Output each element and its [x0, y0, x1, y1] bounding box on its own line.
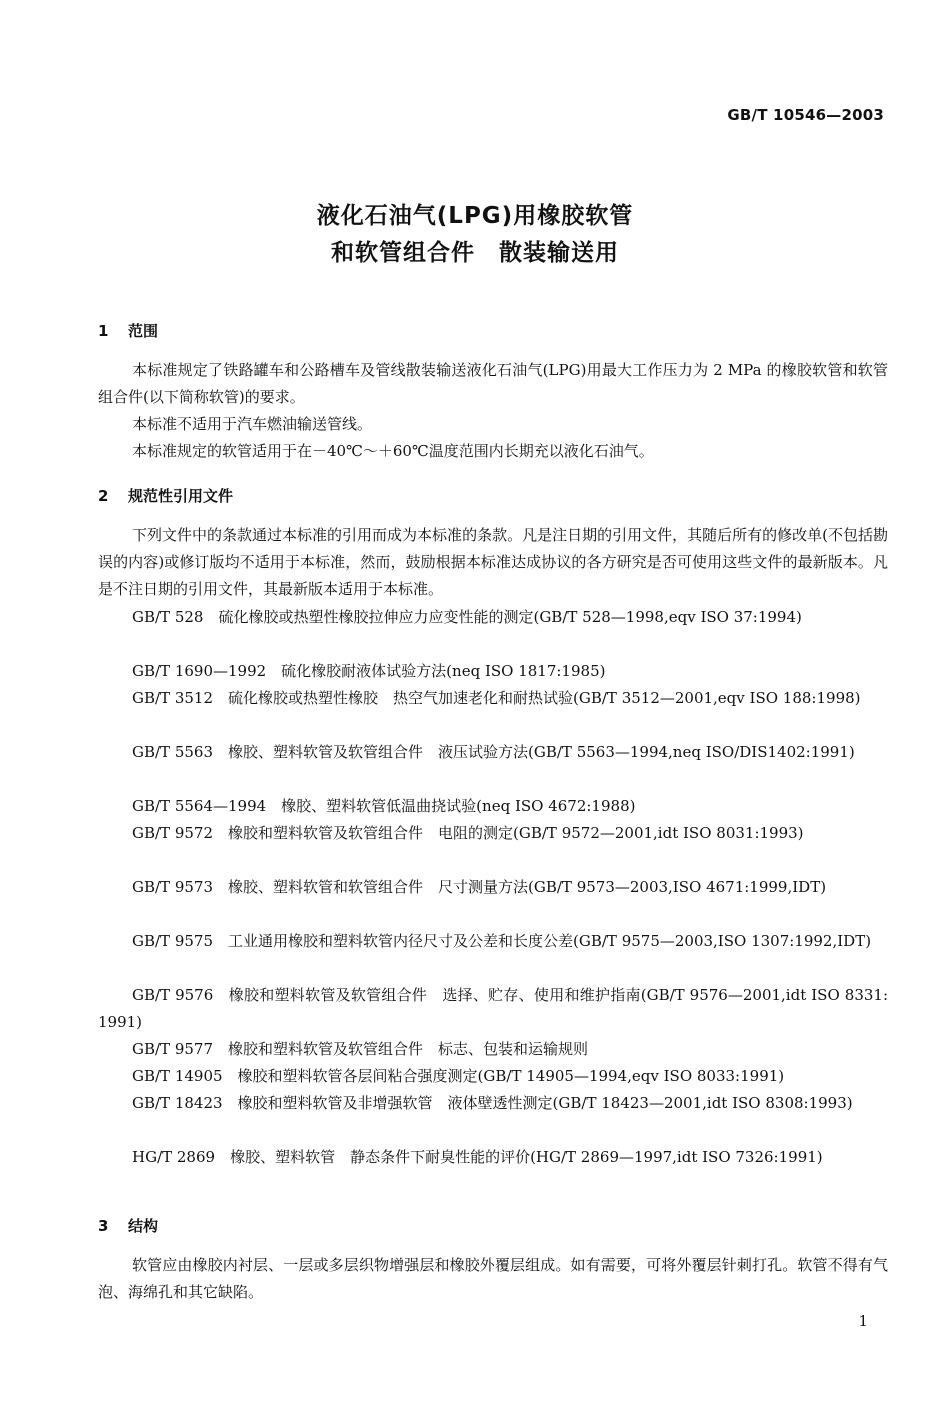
paragraph: 软管应由橡胶内衬层、一层或多层织物增强层和橡胶外覆层组成。如有需要，可将外覆层针刺打孔。软管不得有气泡、海绵孔和其它缺陷。 [98, 1256, 888, 1301]
reference-item: GB/T 9573 橡胶、塑料软管和软管组合件 尺寸测量方法(GB/T 9573—2003,ISO 4671:1999,IDT) [132, 878, 827, 896]
section-title: 范围 [128, 322, 159, 340]
reference-item: GB/T 14905 橡胶和塑料软管各层间粘合强度测定(GB/T 14905—1994,eqv ISO 8033:1991) [132, 1067, 785, 1085]
reference-item: GB/T 3512 硫化橡胶或热塑性橡胶 热空气加速老化和耐热试验(GB/T 3512—2001,eqv ISO 188:1998) [132, 689, 861, 707]
reference-item: GB/T 1690—1992 硫化橡胶耐液体试验方法(neq ISO 1817:1985) [132, 662, 606, 680]
section-title: 规范性引用文件 [128, 487, 234, 505]
document-title-line-1: 液化石油气(LPG)用橡胶软管 [316, 203, 634, 229]
reference-item: GB/T 18423 橡胶和塑料软管及非增强软管 液体壁透性测定(GB/T 18423—2001,idt ISO 8308:1993) [132, 1094, 853, 1112]
section-number: 2 [98, 487, 109, 505]
section-1-heading [98, 320, 158, 341]
reference-item: GB/T 9572 橡胶和塑料软管及软管组合件 电阻的测定(GB/T 9572—2001,idt ISO 8031:1993) [132, 824, 804, 842]
page-number: 1 [858, 1312, 868, 1330]
paragraph: 本标准规定了铁路罐车和公路槽车及管线散装输送液化石油气(LPG)用最大工作压力为 2 MPa 的橡胶软管和软管组合件(以下简称软管)的要求。 [98, 361, 888, 406]
section-3-heading [98, 1215, 158, 1236]
reference-item: GB/T 9576 橡胶和塑料软管及软管组合件 选择、贮存、使用和维护指南(GB/T 9576—2001,idt ISO 8331:1991) [98, 986, 888, 1031]
reference-item: HG/T 2869 橡胶、塑料软管 静态条件下耐臭性能的评价(HG/T 2869—1997,idt ISO 7326:1991) [132, 1148, 823, 1166]
paragraph: 下列文件中的条款通过本标准的引用而成为本标准的条款。凡是注日期的引用文件，其随后所有的修改单(不包括勘误的内容)或修订版均不适用于本标准，然而，鼓励根据本标准达成协议的各方研究是否可使用这些文件的最新版本。凡是不注日期的引用文件，其最新版本适用于本标准。 [98, 526, 888, 598]
reference-item: GB/T 9575 工业通用橡胶和塑料软管内径尺寸及公差和长度公差(GB/T 9575—2003,ISO 1307:1992,IDT) [132, 932, 872, 950]
section-number: 1 [98, 322, 109, 340]
paragraph: 本标准不适用于汽车燃油输送管线。 [132, 415, 373, 433]
reference-item: GB/T 5563 橡胶、塑料软管及软管组合件 液压试验方法(GB/T 5563—1994,neq ISO/DIS1402:1991) [132, 743, 855, 761]
section-2-heading [98, 485, 233, 506]
section-number: 3 [98, 1217, 109, 1235]
document-title-line-2: 和软管组合件 散装输送用 [331, 240, 619, 266]
reference-item: GB/T 5564—1994 橡胶、塑料软管低温曲挠试验(neq ISO 4672:1988) [132, 797, 636, 815]
section-title: 结构 [128, 1217, 159, 1235]
reference-item: GB/T 9577 橡胶和塑料软管及软管组合件 标志、包装和运输规则 [132, 1040, 589, 1058]
reference-item: GB/T 528 硫化橡胶或热塑性橡胶拉伸应力应变性能的测定(GB/T 528—1998,eqv ISO 37:1994) [132, 608, 802, 626]
standard-code: GB/T 10546—2003 [727, 106, 884, 124]
paragraph: 本标准规定的软管适用于在－40℃～＋60℃温度范围内长期充以液化石油气。 [132, 442, 654, 460]
